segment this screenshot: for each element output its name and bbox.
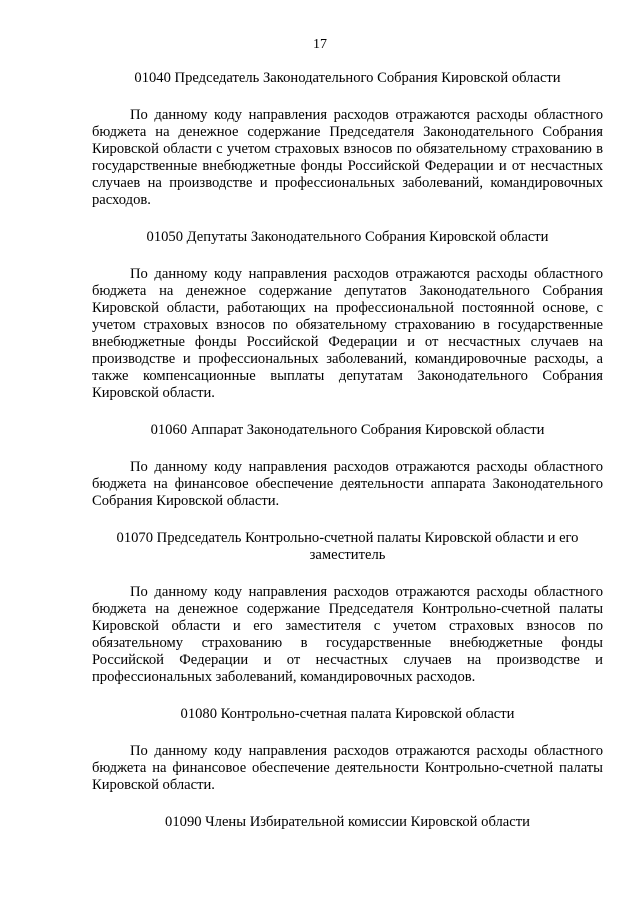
section-body: По данному коду направления расходов отражаются расходы областного бюджета на финансовое обеспечение деятельности Контрольно-счетной палаты Кировской области. — [92, 743, 603, 793]
section-01090 — [92, 814, 603, 831]
section-heading: 01090 Члены Избирательной комиссии Кировской области — [165, 814, 530, 830]
section-heading: 01040 Председатель Законодательного Собрания Кировской области — [134, 70, 561, 86]
section-heading: 01070 Председатель Контрольно-счетной палаты Кировской области и его заместитель — [116, 530, 579, 563]
section-01080 — [92, 706, 603, 794]
section-01060 — [92, 422, 603, 510]
section-heading: 01080 Контрольно-счетная палата Кировской области — [180, 706, 515, 722]
section-body: По данному коду направления расходов отражаются расходы областного бюджета на денежное содержание депутатов Законодательного Собрания Кировской области, работающих на профессиональной постоянной основе, с учетом страховых взносов по обязательному страхованию в государственные внебюджетные фонды Российской Федерации и от несчастных случаев на производстве и профессиональных заболеваний, командировочные расходы, а также компенсационные выплаты депутатам Законодательного Собрания Кировской области. — [92, 266, 603, 401]
section-01040 — [92, 70, 603, 209]
section-body: По данному коду направления расходов отражаются расходы областного бюджета на денежное содержание Председателя Законодательного Собрания Кировской области с учетом страховых взносов по обязательному страхованию в государственные внебюджетные фонды Российской Федерации и от несчастных случаев на производстве и профессиональных заболеваний, командировочных расходов. — [92, 107, 603, 208]
page-number: 17 — [313, 37, 327, 52]
section-body: По данному коду направления расходов отражаются расходы областного бюджета на финансовое обеспечение деятельности аппарата Законодательного Собрания Кировской области. — [92, 459, 603, 509]
section-heading: 01050 Депутаты Законодательного Собрания Кировской области — [146, 229, 549, 245]
section-01070 — [92, 530, 603, 686]
section-body: По данному коду направления расходов отражаются расходы областного бюджета на денежное содержание Председателя Контрольно-счетной палаты Кировской области и его заместителя с учетом страховых взносов по обязательному страхованию в государственные внебюджетные фонды Российской Федерации и от несчастных случаев на производстве и профессиональных заболеваний, командировочных расходов. — [92, 584, 603, 685]
section-heading: 01060 Аппарат Законодательного Собрания Кировской области — [150, 422, 545, 438]
section-01050 — [92, 229, 603, 402]
document-content — [92, 70, 603, 851]
